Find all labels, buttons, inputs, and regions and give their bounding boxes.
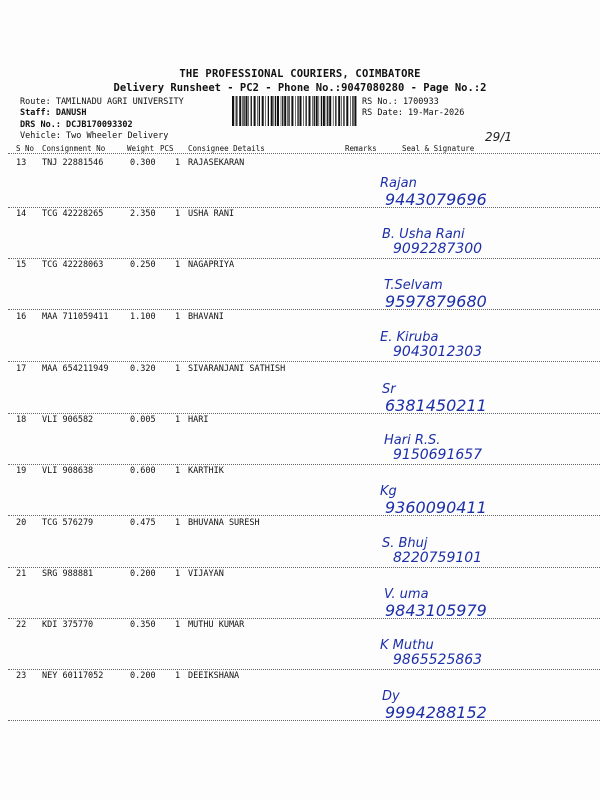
row-weight: 0.250 — [130, 260, 156, 270]
row-sno: 13 — [16, 158, 27, 168]
row-pcs: 1 — [175, 158, 181, 168]
signature-name: Hari R.S. — [384, 433, 441, 448]
row-weight: 0.600 — [130, 466, 156, 476]
signature-name: V. uma — [384, 587, 429, 602]
barcode-bar — [295, 96, 296, 126]
barcode-bar — [327, 96, 328, 126]
signature-phone: 9092287300 — [393, 241, 483, 257]
row-consignment-no: VLI 908638 — [42, 466, 94, 476]
barcode-bar — [306, 96, 307, 126]
row-divider — [8, 207, 600, 208]
barcode-bar — [288, 96, 289, 126]
row-pcs: 1 — [175, 312, 181, 322]
barcode-bar — [254, 96, 256, 126]
row-consignee: DEEIKSHANA — [188, 671, 240, 681]
barcode-bar — [232, 96, 234, 126]
col-header-consignee: Consignee Details — [188, 144, 265, 153]
route-label: Route: TAMILNADU AGRI UNIVERSITY — [20, 97, 184, 107]
row-pcs: 1 — [175, 415, 181, 425]
table-row — [0, 620, 600, 670]
row-pcs: 1 — [175, 364, 181, 374]
barcode-bar — [277, 96, 279, 126]
table-row — [0, 671, 600, 721]
row-sno: 19 — [16, 466, 27, 476]
signature-name: Dy — [382, 689, 400, 704]
col-header-sno: S No — [16, 144, 35, 153]
signature-name: Sr — [382, 382, 396, 397]
barcode-bar — [243, 96, 244, 126]
barcode-bar — [239, 96, 241, 126]
signature-name: S. Bhuj — [382, 536, 428, 551]
barcode-bar — [271, 96, 273, 126]
rs-date: RS Date: 19-Mar-2026 — [362, 108, 465, 118]
company-title: THE PROFESSIONAL COURIERS, COIMBATORE — [179, 68, 421, 80]
barcode-bar — [287, 96, 288, 126]
barcode-bar — [300, 96, 302, 126]
row-sno: 17 — [16, 364, 27, 374]
row-pcs: 1 — [175, 569, 181, 579]
row-divider — [8, 618, 600, 619]
signature-phone: 8220759101 — [393, 550, 483, 566]
row-pcs: 1 — [175, 466, 181, 476]
barcode-bar — [251, 96, 252, 126]
barcode-bar — [248, 96, 249, 126]
row-consignment-no: MAA 654211949 — [42, 364, 109, 374]
row-consignment-no: VLI 906582 — [42, 415, 94, 425]
barcode-bar — [284, 96, 286, 126]
col-header-consignment: Consignment No — [42, 144, 106, 153]
barcode-bar — [350, 96, 351, 126]
row-weight: 2.350 — [130, 209, 156, 219]
row-sno: 20 — [16, 518, 27, 528]
table-row — [0, 415, 600, 465]
barcode-bar — [354, 96, 356, 126]
row-sno: 21 — [16, 569, 27, 579]
table-row — [0, 364, 600, 414]
barcode-bar — [297, 96, 298, 126]
signature-name: E. Kiruba — [380, 330, 439, 345]
signature-phone: 9865525863 — [393, 652, 483, 668]
row-consignee: VIJAYAN — [188, 569, 224, 579]
signature-phone: 9150691657 — [393, 447, 483, 463]
row-consignment-no: TCG 42228063 — [42, 260, 104, 270]
barcode-bar — [343, 96, 344, 126]
barcode-bar — [352, 96, 353, 126]
row-consignment-no: TNJ 22881546 — [42, 158, 104, 168]
table-row — [0, 260, 600, 310]
barcode-bar — [346, 96, 348, 126]
signature-phone: 9597879680 — [385, 292, 487, 311]
header-divider — [8, 153, 600, 154]
row-weight: 0.350 — [130, 620, 156, 630]
barcode-bar — [246, 96, 248, 126]
barcode-bar — [316, 96, 318, 126]
barcode-bar — [335, 96, 336, 126]
barcode-bar — [236, 96, 237, 126]
row-sno: 14 — [16, 209, 27, 219]
col-header-weight: Weight — [127, 144, 155, 153]
barcode-bar — [268, 96, 269, 126]
row-consignee: MUTHU KUMAR — [188, 620, 245, 630]
barcode-bar — [326, 96, 327, 126]
row-consignment-no: SRG 988881 — [42, 569, 94, 579]
signature-name: T.Selvam — [384, 278, 443, 293]
table-row — [0, 209, 600, 259]
row-consignee: SIVARANJANI SATHISH — [188, 364, 286, 374]
barcode-bar — [274, 96, 275, 126]
barcode-bar — [333, 96, 334, 126]
table-row — [0, 518, 600, 568]
rs-number: RS No.: 1700933 — [362, 97, 439, 107]
row-divider — [8, 515, 600, 516]
row-weight: 0.005 — [130, 415, 156, 425]
row-divider — [8, 669, 600, 670]
row-pcs: 1 — [175, 209, 181, 219]
signature-name: B. Usha Rani — [382, 227, 465, 242]
row-consignee: HARI — [188, 415, 209, 425]
row-consignment-no: NEY 60117052 — [42, 671, 104, 681]
row-divider — [8, 567, 600, 568]
row-consignment-no: MAA 711059411 — [42, 312, 109, 322]
barcode-bar — [242, 96, 243, 126]
row-sno: 22 — [16, 620, 27, 630]
barcode-bar — [321, 96, 322, 126]
signature-phone: 9360090411 — [385, 498, 487, 517]
vehicle-label: Vehicle: Two Wheeler Delivery — [20, 131, 169, 141]
row-weight: 0.300 — [130, 158, 156, 168]
row-sno: 16 — [16, 312, 27, 322]
barcode-bar — [303, 96, 304, 126]
row-divider — [8, 413, 600, 414]
row-sno: 18 — [16, 415, 27, 425]
signature-name: Kg — [380, 484, 397, 499]
row-consignee: NAGAPRIYA — [188, 260, 235, 270]
barcode-bar — [291, 96, 293, 126]
row-weight: 0.320 — [130, 364, 156, 374]
barcode-bar — [235, 96, 236, 126]
row-pcs: 1 — [175, 671, 181, 681]
signature-phone: 9843105979 — [385, 601, 487, 620]
barcode-bar — [314, 96, 315, 126]
barcode-bar — [338, 96, 340, 126]
table-row — [0, 466, 600, 516]
signature-phone: 9994288152 — [385, 703, 487, 722]
row-consignee: RAJASEKARAN — [188, 158, 245, 168]
barcode-bar — [275, 96, 276, 126]
row-weight: 0.475 — [130, 518, 156, 528]
staff-label: Staff: DANUSH — [20, 108, 87, 118]
barcode-bar — [341, 96, 342, 126]
barcode-bar — [309, 96, 311, 126]
signature-name: Rajan — [380, 176, 417, 191]
signature-name: K Muthu — [380, 638, 434, 653]
drs-number: DRS No.: DCJB170093302 — [20, 120, 133, 130]
row-sno: 23 — [16, 671, 27, 681]
signature-phone: 9043012303 — [393, 344, 483, 360]
row-divider — [8, 361, 600, 362]
row-consignee: KARTHIK — [188, 466, 224, 476]
barcode-bar — [282, 96, 283, 126]
row-divider — [8, 464, 600, 465]
row-consignment-no: TCG 42228265 — [42, 209, 104, 219]
row-pcs: 1 — [175, 620, 181, 630]
row-weight: 0.200 — [130, 569, 156, 579]
row-pcs: 1 — [175, 260, 181, 270]
barcode-bar — [262, 96, 264, 126]
row-consignment-no: TCG 576279 — [42, 518, 94, 528]
row-weight: 0.200 — [130, 671, 156, 681]
row-consignee: USHA RANI — [188, 209, 235, 219]
barcode-bar — [281, 96, 282, 126]
signature-phone: 9443079696 — [385, 190, 487, 209]
table-row — [0, 569, 600, 619]
barcode-bar — [265, 96, 266, 126]
barcode-bar — [329, 96, 331, 126]
row-divider — [8, 258, 600, 259]
row-consignee: BHAVANI — [188, 312, 224, 322]
row-consignment-no: KDI 375770 — [42, 620, 94, 630]
row-divider — [8, 309, 600, 310]
row-sno: 15 — [16, 260, 27, 270]
row-pcs: 1 — [175, 518, 181, 528]
runsheet-subtitle: Delivery Runsheet - PC2 - Phone No.:9047080280 - Page No.:2 — [113, 82, 487, 94]
handwritten-date: 29/1 — [485, 130, 512, 144]
row-weight: 1.100 — [130, 312, 156, 322]
barcode-bar — [312, 96, 313, 126]
col-header-signature: Seal & Signature — [402, 144, 475, 153]
table-row — [0, 158, 600, 208]
row-divider — [8, 720, 600, 721]
col-header-pcs: PCS — [160, 144, 174, 153]
barcode-bar — [259, 96, 260, 126]
barcode-bar — [257, 96, 258, 126]
signature-phone: 6381450211 — [385, 396, 487, 415]
row-consignee: BHUVANA SURESH — [188, 518, 260, 528]
col-header-remarks: Remarks — [345, 144, 377, 153]
barcode-image — [232, 96, 358, 126]
barcode-bar — [323, 96, 325, 126]
barcode-bar — [319, 96, 320, 126]
table-row — [0, 312, 600, 362]
